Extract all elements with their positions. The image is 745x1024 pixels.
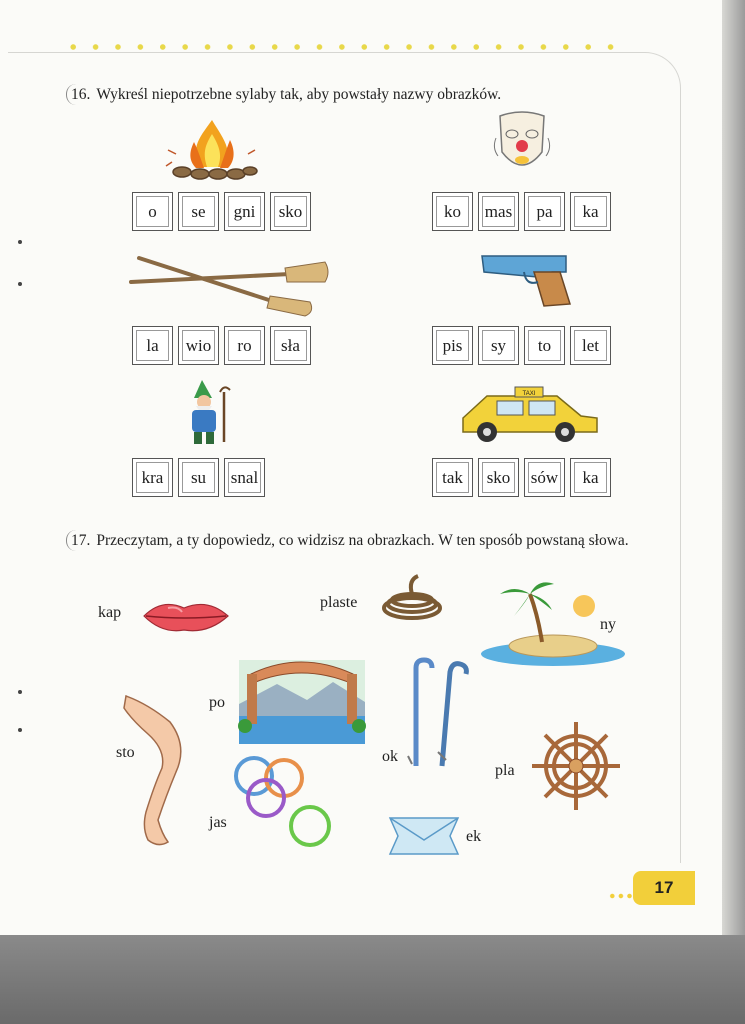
syllable-row-mask: [432, 192, 611, 231]
word-ek: ek: [466, 828, 482, 845]
syllable-row-pistol: [432, 326, 611, 365]
rope-picture: [378, 572, 448, 626]
task-17-instruction: Przeczytam, a ty dopowiedz, co widzisz na obrazkach. W ten sposób powstaną słowa.: [96, 532, 629, 549]
task-17-number: 17.: [66, 530, 90, 551]
steering-wheel-picture: [528, 718, 624, 814]
syllable-box[interactable]: ko: [432, 192, 473, 231]
mask-picture: [490, 108, 554, 180]
oars-picture: [125, 250, 335, 320]
syllable-box[interactable]: to: [524, 326, 565, 365]
syllable-row-taxi: [432, 458, 611, 497]
rings-picture: [230, 754, 338, 850]
margin-mark: [18, 728, 22, 732]
decorative-dot-row: [62, 42, 622, 52]
word-pla: pla: [495, 762, 515, 779]
page-edge: [722, 0, 745, 935]
margin-mark: [18, 690, 22, 694]
task-16-instruction: Wykreśl niepotrzebne sylaby tak, aby powstały nazwy obrazków.: [96, 86, 502, 103]
envelope-picture: [386, 812, 462, 860]
syllable-box[interactable]: snal: [224, 458, 265, 497]
taxi-sign: TAXI: [522, 391, 536, 397]
task-17-heading: [66, 530, 651, 551]
margin-mark: [18, 240, 22, 244]
syllable-box[interactable]: ka: [570, 458, 611, 497]
bonfire-picture: [160, 112, 265, 184]
gnome-picture: [180, 378, 236, 448]
syllable-box[interactable]: gni: [224, 192, 265, 231]
syllable-box[interactable]: sła: [270, 326, 311, 365]
syllable-box[interactable]: tak: [432, 458, 473, 497]
syllable-box[interactable]: kra: [132, 458, 173, 497]
word-ny: ny: [600, 616, 616, 633]
syllable-box[interactable]: o: [132, 192, 173, 231]
syllable-box[interactable]: mas: [478, 192, 519, 231]
leg-picture: [118, 692, 198, 852]
margin-mark: [18, 282, 22, 286]
page-number-badge: 17: [633, 871, 695, 905]
word-po: po: [209, 694, 225, 711]
syllable-row-oars: [132, 326, 311, 365]
syllable-box[interactable]: sów: [524, 458, 565, 497]
syllable-box[interactable]: pis: [432, 326, 473, 365]
bridge-picture: [237, 656, 367, 746]
syllable-box[interactable]: se: [178, 192, 219, 231]
lips-picture: [138, 596, 234, 636]
badge-dots: [608, 892, 634, 900]
syllable-row-bonfire: [132, 192, 311, 231]
word-kap: kap: [98, 604, 122, 621]
syllable-box[interactable]: sko: [478, 458, 519, 497]
syllable-box[interactable]: su: [178, 458, 219, 497]
syllable-box[interactable]: let: [570, 326, 611, 365]
syllable-box[interactable]: ka: [570, 192, 611, 231]
task-16-number: 16.: [66, 84, 90, 105]
taxi-picture: [457, 382, 602, 444]
syllable-box[interactable]: sko: [270, 192, 311, 231]
word-jas: jas: [209, 814, 227, 831]
syllable-box[interactable]: pa: [524, 192, 565, 231]
pistol-picture: [478, 248, 574, 310]
syllable-row-gnome: [132, 458, 265, 497]
syllable-box[interactable]: wio: [178, 326, 219, 365]
scan-background: [0, 935, 745, 1024]
word-sto: sto: [116, 744, 135, 761]
canes-picture: [398, 656, 474, 772]
syllable-box[interactable]: ro: [224, 326, 265, 365]
word-ok: ok: [382, 748, 398, 765]
syllable-box[interactable]: sy: [478, 326, 519, 365]
syllable-box[interactable]: la: [132, 326, 173, 365]
word-plaste: plaste: [320, 594, 358, 611]
task-16-heading: [66, 84, 501, 105]
